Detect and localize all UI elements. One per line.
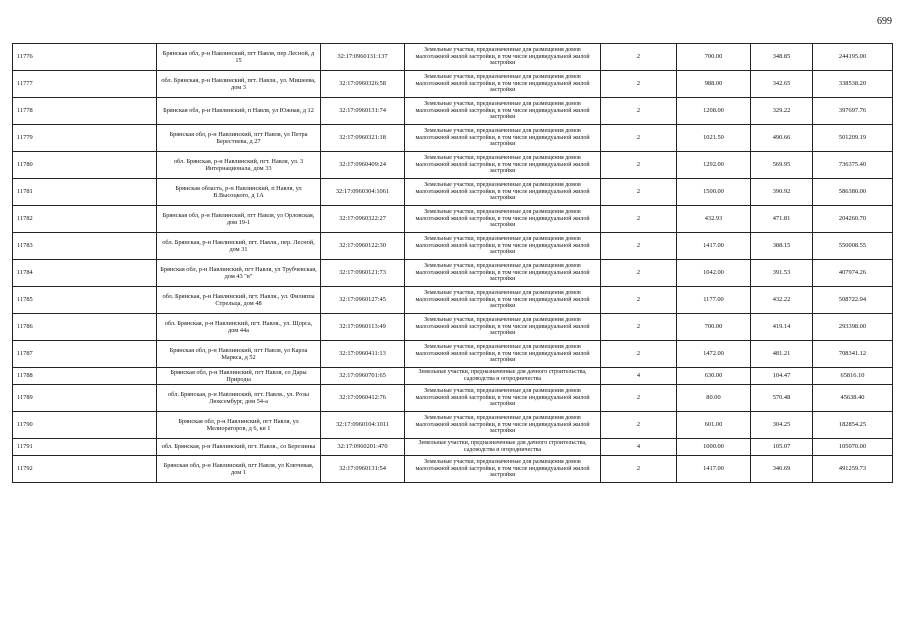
specific-value: 481.21 <box>751 341 813 368</box>
cadastral-value: 182854.25 <box>813 412 893 439</box>
address: Брянская обл, р-н Навлинский, п Навля, ул Южная, д 12 <box>157 98 321 125</box>
group-code: 2 <box>601 287 677 314</box>
specific-value: 391.53 <box>751 260 813 287</box>
group-code: 2 <box>601 341 677 368</box>
address: обл. Брянская, р-н Навлинский, пгт. Навля., ул. Мишеева, дом 3 <box>157 71 321 98</box>
cadastral-number: 32:17:0960113:49 <box>321 314 405 341</box>
cadastral-value: 244195.00 <box>813 44 893 71</box>
group-code: 2 <box>601 385 677 412</box>
cadastral-value: 501209.19 <box>813 125 893 152</box>
row-number: 11787 <box>13 341 157 368</box>
table-row <box>13 98 893 125</box>
land-use-type: Земельные участки, предназначенные для размещения домов малоэтажной жилой застройки, в том числе индивидуальной жилой застройки <box>405 44 601 71</box>
area: 1500.00 <box>677 179 751 206</box>
cadastral-number: 32:17:0960127:45 <box>321 287 405 314</box>
row-number: 11779 <box>13 125 157 152</box>
table-row <box>13 456 893 483</box>
specific-value: 105.07 <box>751 439 813 456</box>
land-use-type: Земельные участки, предназначенные для размещения домов малоэтажной жилой застройки, в том числе индивидуальной жилой застройки <box>405 179 601 206</box>
address: обл. Брянская, р-н Навлинский, пгт. Навля., ул. Щорса, дом 44а <box>157 314 321 341</box>
cadastral-number: 32:17:0960326:58 <box>321 71 405 98</box>
table-row <box>13 368 893 385</box>
table-row <box>13 341 893 368</box>
address: обл. Брянская, р-н Навлинский, пгт. Навля., ул. Розы Люксембург, дом 54-а <box>157 385 321 412</box>
row-number: 11789 <box>13 385 157 412</box>
cadastral-number: 32:17:0960411:13 <box>321 341 405 368</box>
cadastral-number: 32:17:0960322:27 <box>321 206 405 233</box>
group-code: 2 <box>601 44 677 71</box>
group-code: 4 <box>601 439 677 456</box>
land-use-type: Земельные участки, предназначенные для дачного строительства, садоводства и огородничества <box>405 368 601 385</box>
land-use-type: Земельные участки, предназначенные для размещения домов малоэтажной жилой застройки, в том числе индивидуальной жилой застройки <box>405 71 601 98</box>
cadastral-value: 491259.73 <box>813 456 893 483</box>
land-use-type: Земельные участки, предназначенные для размещения домов малоэтажной жилой застройки, в том числе индивидуальной жилой застройки <box>405 260 601 287</box>
specific-value: 569.95 <box>751 152 813 179</box>
land-use-type: Земельные участки, предназначенные для размещения домов малоэтажной жилой застройки, в том числе индивидуальной жилой застройки <box>405 206 601 233</box>
cadastral-value: 204260.70 <box>813 206 893 233</box>
table-row <box>13 314 893 341</box>
specific-value: 390.92 <box>751 179 813 206</box>
cadastral-value: 736375.40 <box>813 152 893 179</box>
group-code: 2 <box>601 456 677 483</box>
address: обл. Брянская, р-н Навлинский, пгт. Навля, ул. 3 Интернационала, дом 33 <box>157 152 321 179</box>
row-number: 11780 <box>13 152 157 179</box>
area: 630.00 <box>677 368 751 385</box>
address: обл. Брянская, р-н Навлинский, пгт. Навля., ул. Филиппа Стрельца, дом 48 <box>157 287 321 314</box>
specific-value: 471.81 <box>751 206 813 233</box>
row-number: 11788 <box>13 368 157 385</box>
area: 1177.00 <box>677 287 751 314</box>
area: 432.93 <box>677 206 751 233</box>
table-row <box>13 412 893 439</box>
group-code: 2 <box>601 233 677 260</box>
area: 1292.00 <box>677 152 751 179</box>
land-use-type: Земельные участки, предназначенные для размещения домов малоэтажной жилой застройки, в том числе индивидуальной жилой застройки <box>405 412 601 439</box>
cadastral-number: 32:17:0960304:1061 <box>321 179 405 206</box>
row-number: 11785 <box>13 287 157 314</box>
area: 700.00 <box>677 314 751 341</box>
specific-value: 388.15 <box>751 233 813 260</box>
cadastral-number: 32:17:0960201:470 <box>321 439 405 456</box>
cadastral-value: 586380.00 <box>813 179 893 206</box>
area: 1417.00 <box>677 233 751 260</box>
cadastral-value: 407974.26 <box>813 260 893 287</box>
group-code: 2 <box>601 412 677 439</box>
row-number: 11790 <box>13 412 157 439</box>
table-row <box>13 233 893 260</box>
land-use-type: Земельные участки, предназначенные для размещения домов малоэтажной жилой застройки, в том числе индивидуальной жилой застройки <box>405 233 601 260</box>
row-number: 11781 <box>13 179 157 206</box>
cadastral-value: 508722.94 <box>813 287 893 314</box>
specific-value: 419.14 <box>751 314 813 341</box>
group-code: 2 <box>601 152 677 179</box>
row-number: 11792 <box>13 456 157 483</box>
group-code: 2 <box>601 206 677 233</box>
address: Брянская обл, р-н Навлинский, пгт Навля, ул Орловская, дом 19-1 <box>157 206 321 233</box>
cadastral-number: 32:17:0960409:24 <box>321 152 405 179</box>
cadastral-number: 32:17:0960412:76 <box>321 385 405 412</box>
row-number: 11777 <box>13 71 157 98</box>
table-row <box>13 206 893 233</box>
land-use-type: Земельные участки, предназначенные для размещения домов малоэтажной жилой застройки, в том числе индивидуальной жилой застройки <box>405 341 601 368</box>
cadastral-number: 32:17:0960122:30 <box>321 233 405 260</box>
land-use-type: Земельные участки, предназначенные для размещения домов малоэтажной жилой застройки, в том числе индивидуальной жилой застройки <box>405 456 601 483</box>
address: Брянская область, р-н Навлинский, п Навля, ул В.Высоцкого, д 1А <box>157 179 321 206</box>
address: Брянская обл, р-н Навлинский, пгт Навля, ул Трубчевская, дом 43 "в" <box>157 260 321 287</box>
land-use-type: Земельные участки, предназначенные для размещения домов малоэтажной жилой застройки, в том числе индивидуальной жилой застройки <box>405 98 601 125</box>
cadastral-value: 65816.10 <box>813 368 893 385</box>
cadastral-value: 397697.76 <box>813 98 893 125</box>
group-code: 2 <box>601 179 677 206</box>
table-row <box>13 385 893 412</box>
cadastral-number: 32:17:0960121:73 <box>321 260 405 287</box>
address: Брянская обл, р-н Навлинский, пгт Навля, ул Карла Маркса, д 52 <box>157 341 321 368</box>
row-number: 11782 <box>13 206 157 233</box>
land-use-type: Земельные участки, предназначенные для дачного строительства, садоводства и огородничества <box>405 439 601 456</box>
group-code: 2 <box>601 125 677 152</box>
table-row <box>13 125 893 152</box>
group-code: 2 <box>601 314 677 341</box>
area: 1021.50 <box>677 125 751 152</box>
area: 1208.00 <box>677 98 751 125</box>
group-code: 2 <box>601 260 677 287</box>
cadastral-number: 32:17:0960131:137 <box>321 44 405 71</box>
row-number: 11776 <box>13 44 157 71</box>
area: 1417.00 <box>677 456 751 483</box>
land-use-type: Земельные участки, предназначенные для размещения домов малоэтажной жилой застройки, в том числе индивидуальной жилой застройки <box>405 385 601 412</box>
specific-value: 348.85 <box>751 44 813 71</box>
specific-value: 304.25 <box>751 412 813 439</box>
area: 1472.00 <box>677 341 751 368</box>
group-code: 2 <box>601 98 677 125</box>
area: 80.00 <box>677 385 751 412</box>
cadastral-value-table <box>12 43 893 483</box>
address: Брянская обл, р-н Навлинский, пгт Навля, со Дары Природы <box>157 368 321 385</box>
row-number: 11784 <box>13 260 157 287</box>
area: 700.00 <box>677 44 751 71</box>
page-number: 699 <box>877 16 892 27</box>
area: 1042.00 <box>677 260 751 287</box>
specific-value: 490.66 <box>751 125 813 152</box>
specific-value: 346.69 <box>751 456 813 483</box>
land-use-type: Земельные участки, предназначенные для размещения домов малоэтажной жилой застройки, в том числе индивидуальной жилой застройки <box>405 314 601 341</box>
table-row <box>13 439 893 456</box>
table-row <box>13 287 893 314</box>
specific-value: 329.22 <box>751 98 813 125</box>
specific-value: 104.47 <box>751 368 813 385</box>
table-row <box>13 179 893 206</box>
cadastral-value: 550008.55 <box>813 233 893 260</box>
area: 1000.00 <box>677 439 751 456</box>
cadastral-value: 338538.20 <box>813 71 893 98</box>
cadastral-number: 32:17:0960104:1011 <box>321 412 405 439</box>
table-row <box>13 44 893 71</box>
specific-value: 342.65 <box>751 71 813 98</box>
land-use-type: Земельные участки, предназначенные для размещения домов малоэтажной жилой застройки, в том числе индивидуальной жилой застройки <box>405 287 601 314</box>
group-code: 4 <box>601 368 677 385</box>
address: Брянская обл, р-н Навлинский, пгт Навля, ул Ключевая, дом 1 <box>157 456 321 483</box>
group-code: 2 <box>601 71 677 98</box>
row-number: 11786 <box>13 314 157 341</box>
cadastral-number: 32:17:0960701:65 <box>321 368 405 385</box>
row-number: 11778 <box>13 98 157 125</box>
cadastral-value: 293398.00 <box>813 314 893 341</box>
specific-value: 432.22 <box>751 287 813 314</box>
area: 988.00 <box>677 71 751 98</box>
cadastral-value: 45638.40 <box>813 385 893 412</box>
cadastral-value: 708341.12 <box>813 341 893 368</box>
table-row <box>13 152 893 179</box>
cadastral-number: 32:17:0960321:18 <box>321 125 405 152</box>
cadastral-number: 32:17:0960131:54 <box>321 456 405 483</box>
table-row <box>13 71 893 98</box>
area: 601.00 <box>677 412 751 439</box>
cadastral-value: 105070.00 <box>813 439 893 456</box>
table-body <box>13 44 893 483</box>
table-row <box>13 260 893 287</box>
address: Брянская обл, р-н Навлинский, пгт Навля, ул Петра Берестнева, д 27 <box>157 125 321 152</box>
address: обл. Брянская, р-н Навлинский, пгт. Навля., со Березинка <box>157 439 321 456</box>
address: обл. Брянская, р-н Навлинский, пгт. Навля., пер. Лесной, дом 31 <box>157 233 321 260</box>
cadastral-number: 32:17:0960131:74 <box>321 98 405 125</box>
specific-value: 570.48 <box>751 385 813 412</box>
land-use-type: Земельные участки, предназначенные для размещения домов малоэтажной жилой застройки, в том числе индивидуальной жилой застройки <box>405 152 601 179</box>
land-use-type: Земельные участки, предназначенные для размещения домов малоэтажной жилой застройки, в том числе индивидуальной жилой застройки <box>405 125 601 152</box>
address: Брянская обл, р-н Навлинский, пгт Навля, пер Лесной, д 15 <box>157 44 321 71</box>
row-number: 11783 <box>13 233 157 260</box>
address: Брянская обл, р-н Навлинский, пгт Навля, ул Мелиораторов, д 6, кв 1 <box>157 412 321 439</box>
row-number: 11791 <box>13 439 157 456</box>
